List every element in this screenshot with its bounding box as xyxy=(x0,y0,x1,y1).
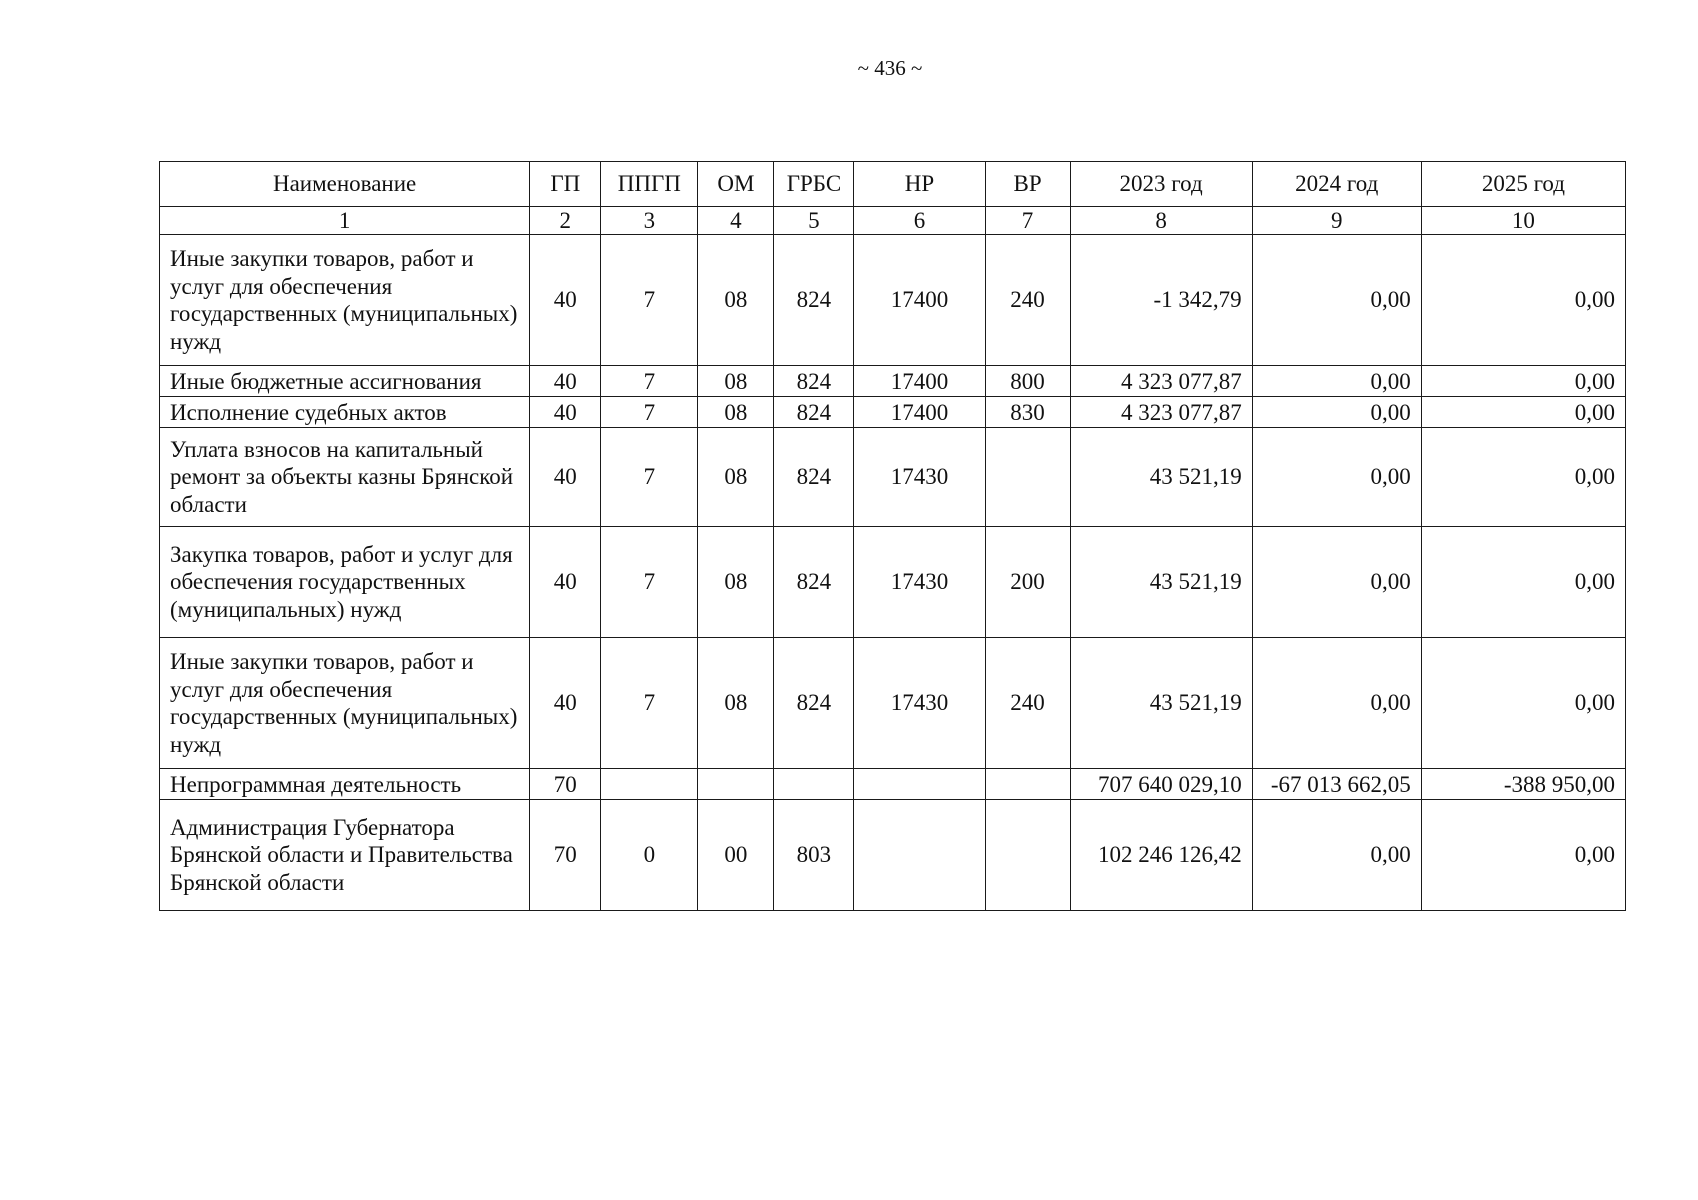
cell-ppgp xyxy=(601,769,698,800)
row-name: Иные закупки товаров, работ и услуг для обеспечения государственных (муниципальных) нужд xyxy=(160,235,530,366)
cell-nr: 17430 xyxy=(854,638,985,769)
cell-gp: 40 xyxy=(530,638,601,769)
cell-ppgp: 0 xyxy=(601,800,698,911)
header-cell: Наименование xyxy=(160,162,530,207)
header-cell: ППГП xyxy=(601,162,698,207)
row-name: Исполнение судебных актов xyxy=(160,397,530,428)
cell-2024: 0,00 xyxy=(1252,527,1421,638)
cell-2025: 0,00 xyxy=(1421,638,1625,769)
cell-nr: 17430 xyxy=(854,428,985,527)
cell-vr: 800 xyxy=(985,366,1070,397)
cell-vr xyxy=(985,769,1070,800)
cell-grbs: 824 xyxy=(774,366,854,397)
cell-vr: 830 xyxy=(985,397,1070,428)
cell-2024: 0,00 xyxy=(1252,428,1421,527)
table-row xyxy=(160,235,1626,366)
cell-2025: 0,00 xyxy=(1421,366,1625,397)
cell-nr: 17400 xyxy=(854,235,985,366)
page-number: ~ 436 ~ xyxy=(857,56,923,80)
cell-2023: 102 246 126,42 xyxy=(1070,800,1252,911)
cell-2025: 0,00 xyxy=(1421,800,1625,911)
cell-2024: 0,00 xyxy=(1252,235,1421,366)
table-header-row xyxy=(160,162,1626,207)
cell-2023: 4 323 077,87 xyxy=(1070,366,1252,397)
cell-gp: 70 xyxy=(530,769,601,800)
cell-om xyxy=(698,769,774,800)
cell-om: 00 xyxy=(698,800,774,911)
cell-ppgp: 7 xyxy=(601,527,698,638)
cell-2023: 43 521,19 xyxy=(1070,527,1252,638)
cell-2025: -388 950,00 xyxy=(1421,769,1625,800)
cell-om: 08 xyxy=(698,235,774,366)
table-row xyxy=(160,397,1626,428)
cell-nr xyxy=(854,800,985,911)
cell-2023: 707 640 029,10 xyxy=(1070,769,1252,800)
cell-gp: 40 xyxy=(530,397,601,428)
table-row-total xyxy=(160,769,1626,800)
row-name: Непрограммная деятельность xyxy=(160,769,530,800)
cell-2023: 4 323 077,87 xyxy=(1070,397,1252,428)
cell-om: 08 xyxy=(698,428,774,527)
header-cell: ОМ xyxy=(698,162,774,207)
cell-2025: 0,00 xyxy=(1421,397,1625,428)
cell-nr: 17400 xyxy=(854,397,985,428)
cell-ppgp: 7 xyxy=(601,397,698,428)
cell-grbs: 824 xyxy=(774,235,854,366)
table-row xyxy=(160,527,1626,638)
cell-nr: 17430 xyxy=(854,527,985,638)
cell-gp: 40 xyxy=(530,235,601,366)
cell-2025: 0,00 xyxy=(1421,527,1625,638)
table-row-total xyxy=(160,800,1626,911)
table-row xyxy=(160,428,1626,527)
cell-om: 08 xyxy=(698,527,774,638)
cell-2023: -1 342,79 xyxy=(1070,235,1252,366)
cell-nr: 17400 xyxy=(854,366,985,397)
header-cell: ГРБС xyxy=(774,162,854,207)
cell-om: 08 xyxy=(698,366,774,397)
table-row xyxy=(160,366,1626,397)
cell-vr xyxy=(985,800,1070,911)
row-name: Иные бюджетные ассигнования xyxy=(160,366,530,397)
header-cell: 2025 год xyxy=(1421,162,1625,207)
header-cell: ВР xyxy=(985,162,1070,207)
cell-nr xyxy=(854,769,985,800)
cell-om: 08 xyxy=(698,397,774,428)
cell-vr: 240 xyxy=(985,638,1070,769)
cell-grbs: 824 xyxy=(774,397,854,428)
column-number: 9 xyxy=(1252,207,1421,235)
cell-vr: 200 xyxy=(985,527,1070,638)
cell-vr: 240 xyxy=(985,235,1070,366)
column-number: 8 xyxy=(1070,207,1252,235)
cell-gp: 70 xyxy=(530,800,601,911)
cell-2024: -67 013 662,05 xyxy=(1252,769,1421,800)
cell-2023: 43 521,19 xyxy=(1070,428,1252,527)
cell-ppgp: 7 xyxy=(601,428,698,527)
cell-gp: 40 xyxy=(530,366,601,397)
column-number: 6 xyxy=(854,207,985,235)
column-number: 2 xyxy=(530,207,601,235)
column-number: 3 xyxy=(601,207,698,235)
row-name: Администрация Губернатора Брянской области и Правительства Брянской области xyxy=(160,800,530,911)
row-name: Уплата взносов на капитальный ремонт за объекты казны Брянской области xyxy=(160,428,530,527)
cell-2025: 0,00 xyxy=(1421,235,1625,366)
column-number: 4 xyxy=(698,207,774,235)
cell-gp: 40 xyxy=(530,428,601,527)
header-cell: ГП xyxy=(530,162,601,207)
header-cell: 2024 год xyxy=(1252,162,1421,207)
cell-gp: 40 xyxy=(530,527,601,638)
budget-table xyxy=(159,161,1626,911)
header-cell: НР xyxy=(854,162,985,207)
column-number-row xyxy=(160,207,1626,235)
cell-2024: 0,00 xyxy=(1252,397,1421,428)
header-cell: 2023 год xyxy=(1070,162,1252,207)
cell-2023: 43 521,19 xyxy=(1070,638,1252,769)
column-number: 7 xyxy=(985,207,1070,235)
cell-2024: 0,00 xyxy=(1252,800,1421,911)
column-number: 5 xyxy=(774,207,854,235)
row-name: Иные закупки товаров, работ и услуг для обеспечения государственных (муниципальных) нужд xyxy=(160,638,530,769)
cell-grbs: 803 xyxy=(774,800,854,911)
cell-2024: 0,00 xyxy=(1252,366,1421,397)
cell-ppgp: 7 xyxy=(601,235,698,366)
cell-grbs xyxy=(774,769,854,800)
column-number: 10 xyxy=(1421,207,1625,235)
cell-ppgp: 7 xyxy=(601,366,698,397)
cell-grbs: 824 xyxy=(774,527,854,638)
cell-2025: 0,00 xyxy=(1421,428,1625,527)
cell-2024: 0,00 xyxy=(1252,638,1421,769)
column-number: 1 xyxy=(160,207,530,235)
cell-grbs: 824 xyxy=(774,428,854,527)
cell-om: 08 xyxy=(698,638,774,769)
cell-grbs: 824 xyxy=(774,638,854,769)
cell-vr xyxy=(985,428,1070,527)
cell-ppgp: 7 xyxy=(601,638,698,769)
row-name: Закупка товаров, работ и услуг для обеспечения государственных (муниципальных) нужд xyxy=(160,527,530,638)
table-row xyxy=(160,638,1626,769)
